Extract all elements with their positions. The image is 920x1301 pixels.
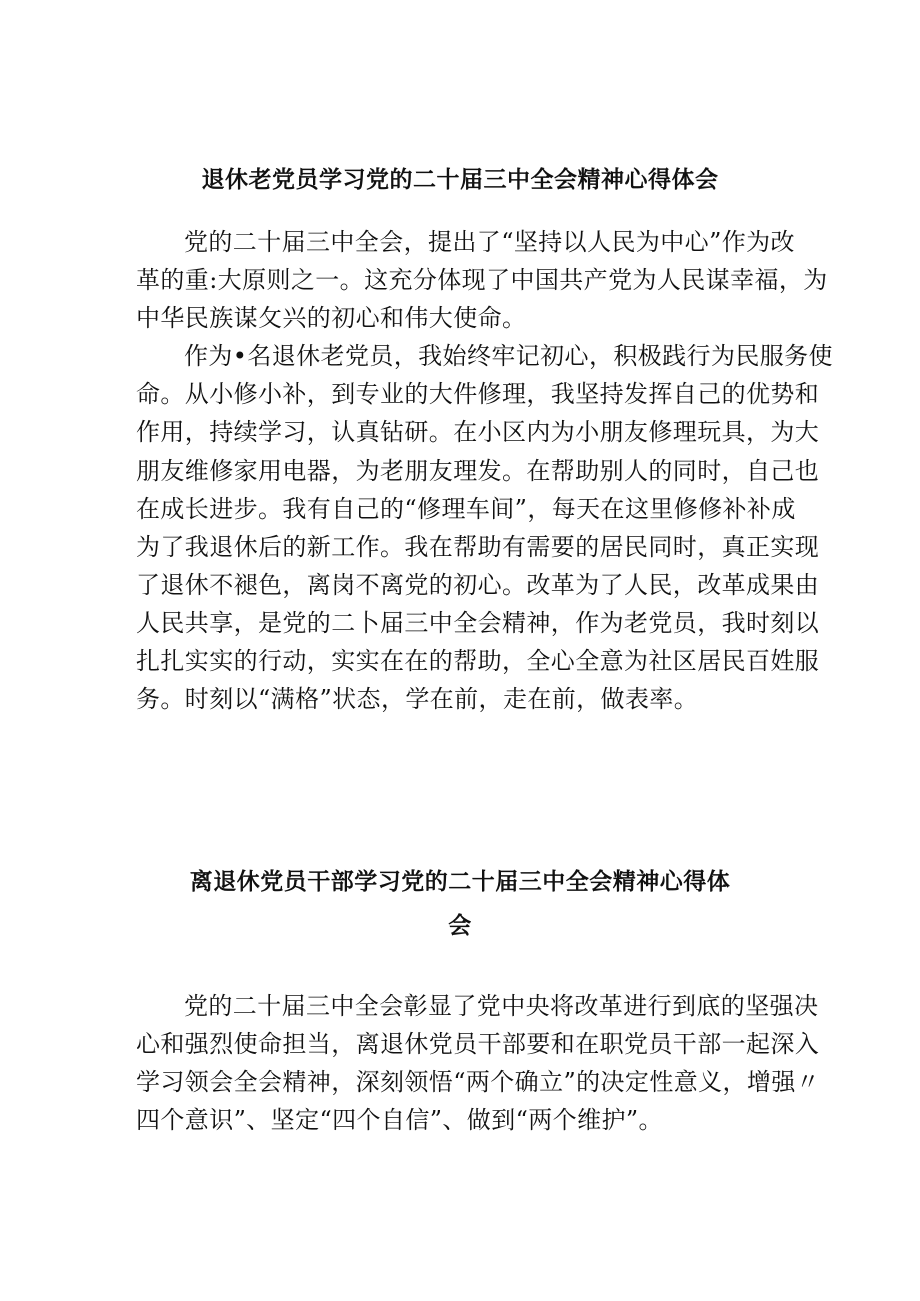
- text-line: 革的重:大原则之一。这充分体现了中国共产党为人民谋幸福，为: [136, 266, 828, 295]
- text-line: 扎扎实实的行动，实实在在的帮助，全心全意为社区居民百姓服: [136, 647, 820, 676]
- section-1-body: [136, 223, 833, 718]
- text-line: 学习领会全会精神，深刻领悟“两个确立”的决定性意义，增强〃: [136, 1068, 821, 1097]
- text-line: 党的二十届三中全会彰显了党中央将改革进行到底的坚强决: [184, 992, 819, 1020]
- section-2-body: [136, 987, 821, 1139]
- text-line: 中华民族谋攵兴的初心和伟大使命。: [136, 304, 527, 333]
- text-line: 在成长进步。我有自己的“修理车间”，每天在这里修修补补成: [136, 494, 796, 523]
- paragraph: [136, 223, 828, 337]
- text-line: 为了我退休后的新工作。我在帮助有需要的居民同时，真正实现: [136, 532, 820, 561]
- text-line: 朋友维修家用电器，为老朋友理发。在帮助别人的同时，自己也: [136, 456, 820, 485]
- text-line: 务。时刻以“满格”状态，学在前，走在前，做表率。: [136, 685, 699, 714]
- text-line: 党的二十届三中全会，提出了“坚持以人民为中心”作为改: [184, 228, 795, 256]
- text-line: 心和强烈使命担当，离退休党员干部要和在职党员干部一起深入: [136, 1030, 820, 1059]
- text-line: 四个意识”、坚定“四个自信”、做到“两个维护”。: [136, 1106, 663, 1135]
- section-1-title: [0, 158, 920, 202]
- section-2-title: [0, 860, 920, 948]
- text-line: 作为•名退休老党员，我始终牢记初心，积极践行为民服务使: [184, 342, 833, 371]
- section-1-title-text: 退休老党员学习党的二十届三中全会精神心得体会: [201, 167, 719, 193]
- text-line: 了退休不褪色，离岗不离党的初心。改革为了人民，改革成果由: [136, 570, 820, 599]
- paragraph: [136, 337, 833, 718]
- section-2-title-line: 会: [448, 913, 472, 939]
- section-2-title-line: 离退休党员干部学习党的二十届三中全会精神心得体: [189, 869, 731, 895]
- text-line: 人民共享，是党的二卜届三中全会精神，作为老党员，我时刻以: [136, 608, 820, 637]
- text-line: 作用，持续学习，认真钻研。在小区内为小朋友修理玩具，为大: [136, 418, 820, 447]
- text-line: 命。从小修小补，到专业的大件修理，我坚持发挥自己的优势和: [136, 380, 820, 409]
- paragraph: [136, 987, 821, 1139]
